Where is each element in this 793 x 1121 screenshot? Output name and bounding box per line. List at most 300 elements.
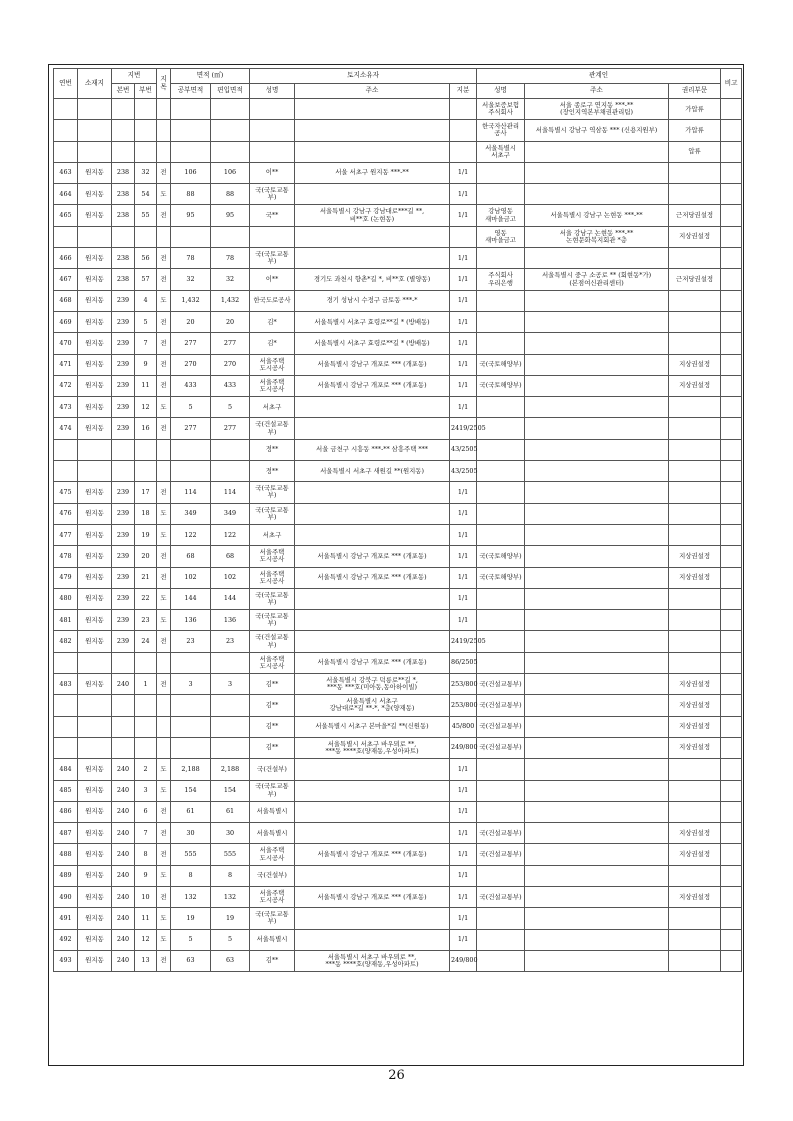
table-cell: 492 xyxy=(54,929,78,950)
table-cell xyxy=(295,226,450,247)
table-cell: 463 xyxy=(54,162,78,183)
table-cell xyxy=(171,99,211,120)
table-cell xyxy=(171,120,211,141)
table-cell: 근저당권설정 xyxy=(669,269,721,290)
table-row xyxy=(54,482,742,503)
table-cell xyxy=(525,588,669,609)
table-cell: 55 xyxy=(135,205,157,226)
table-cell: 원지동 xyxy=(78,546,112,567)
table-cell: 277 xyxy=(171,418,211,439)
table-cell: 95 xyxy=(171,205,211,226)
table-cell xyxy=(78,652,112,673)
table-cell: 가압류 xyxy=(669,120,721,141)
table-cell: 도 xyxy=(157,929,171,950)
table-cell: 132 xyxy=(171,886,211,907)
table-cell xyxy=(669,461,721,482)
table-row xyxy=(54,716,742,737)
table-cell xyxy=(669,524,721,545)
table-cell xyxy=(669,503,721,524)
table-cell: 국** xyxy=(250,205,295,226)
table-cell: 원지동 xyxy=(78,269,112,290)
table-cell xyxy=(721,290,742,311)
table-cell xyxy=(477,588,525,609)
table-cell xyxy=(721,950,742,971)
table-cell xyxy=(171,141,211,162)
table-cell xyxy=(295,120,450,141)
table-cell xyxy=(721,248,742,269)
table-cell: 239 xyxy=(112,418,135,439)
table-cell: 19 xyxy=(135,524,157,545)
table-cell xyxy=(525,950,669,971)
table-cell: 전 xyxy=(157,162,171,183)
table-cell: 239 xyxy=(112,610,135,631)
table-cell xyxy=(54,226,78,247)
table-cell: 1,432 xyxy=(171,290,211,311)
table-cell xyxy=(669,248,721,269)
table-cell: 서울특별시 서초구 효령로**길 * (방배동) xyxy=(295,333,450,354)
table-cell: 239 xyxy=(112,397,135,418)
table-cell: 122 xyxy=(171,524,211,545)
table-cell: 144 xyxy=(171,588,211,609)
table-cell: 491 xyxy=(54,908,78,929)
table-cell: 도 xyxy=(157,610,171,631)
table-cell: 김* xyxy=(250,311,295,332)
table-cell xyxy=(54,461,78,482)
table-cell: 도 xyxy=(157,503,171,524)
table-cell xyxy=(54,652,78,673)
table-cell xyxy=(477,290,525,311)
table-cell: 국(국토교통부) xyxy=(250,588,295,609)
table-cell xyxy=(477,397,525,418)
table-row xyxy=(54,865,742,886)
table-cell: 국(국토교통부) xyxy=(250,780,295,801)
table-cell xyxy=(477,801,525,822)
table-cell xyxy=(112,737,135,758)
table-cell xyxy=(54,716,78,737)
table-cell: 정** xyxy=(250,439,295,460)
table-cell: 도 xyxy=(157,908,171,929)
table-cell: 476 xyxy=(54,503,78,524)
table-cell: 106 xyxy=(211,162,250,183)
table-cell: 원지동 xyxy=(78,311,112,332)
table-cell xyxy=(477,908,525,929)
table-cell: 전 xyxy=(157,844,171,865)
table-cell xyxy=(250,226,295,247)
table-cell: 서울특별시 강남구 개포로 *** (개포동) xyxy=(295,567,450,588)
table-row xyxy=(54,674,742,695)
table-cell: 30 xyxy=(211,823,250,844)
table-cell: 서울특별시 서초구 본마을*길 **(신원동) xyxy=(295,716,450,737)
table-cell: 490 xyxy=(54,886,78,907)
table-cell: 136 xyxy=(211,610,250,631)
table-cell: 239 xyxy=(112,290,135,311)
table-cell xyxy=(450,141,477,162)
table-cell xyxy=(525,397,669,418)
table-cell: 1/1 xyxy=(450,610,477,631)
table-row xyxy=(54,290,742,311)
table-header xyxy=(54,69,742,99)
table-cell: 106 xyxy=(171,162,211,183)
header-remarks: 비고 xyxy=(721,69,742,99)
table-cell: 전 xyxy=(157,205,171,226)
table-cell xyxy=(112,461,135,482)
table-cell: 30 xyxy=(171,823,211,844)
table-cell xyxy=(211,652,250,673)
table-cell xyxy=(721,780,742,801)
header-seq: 연번 xyxy=(54,69,78,99)
table-cell xyxy=(135,99,157,120)
table-row xyxy=(54,375,742,396)
table-cell xyxy=(525,184,669,205)
table-cell: 477 xyxy=(54,524,78,545)
header-registered-area: 공부면적 xyxy=(171,84,211,99)
page-number: 26 xyxy=(388,1068,405,1083)
table-cell: 서초구 xyxy=(250,397,295,418)
table-cell xyxy=(669,631,721,652)
table-cell: 2,188 xyxy=(211,759,250,780)
table-row xyxy=(54,311,742,332)
table-cell xyxy=(157,716,171,737)
table-cell xyxy=(211,141,250,162)
table-cell: 지상권설정 xyxy=(669,737,721,758)
table-cell xyxy=(525,567,669,588)
table-row xyxy=(54,610,742,631)
table-cell xyxy=(112,120,135,141)
table-cell: 78 xyxy=(211,248,250,269)
table-cell: 239 xyxy=(112,524,135,545)
table-cell: 전 xyxy=(157,546,171,567)
table-cell: 1/1 xyxy=(450,801,477,822)
table-cell xyxy=(171,226,211,247)
table-cell: 서울주택 도시공사 xyxy=(250,354,295,375)
table-cell xyxy=(525,375,669,396)
table-cell xyxy=(721,674,742,695)
table-cell: 473 xyxy=(54,397,78,418)
table-cell xyxy=(135,695,157,716)
table-cell: 도 xyxy=(157,184,171,205)
table-cell: 1/1 xyxy=(450,397,477,418)
table-row xyxy=(54,908,742,929)
table-cell xyxy=(669,184,721,205)
table-cell: 서울특별시 xyxy=(250,823,295,844)
table-cell xyxy=(669,908,721,929)
table-cell xyxy=(721,311,742,332)
table-cell: 54 xyxy=(135,184,157,205)
table-cell xyxy=(450,99,477,120)
table-cell: 240 xyxy=(112,886,135,907)
table-cell: 국(국토교통부) xyxy=(250,248,295,269)
table-cell xyxy=(171,695,211,716)
table-cell xyxy=(669,950,721,971)
table-cell: 61 xyxy=(211,801,250,822)
table-cell: 국(건설부) xyxy=(250,865,295,886)
table-cell: 240 xyxy=(112,780,135,801)
table-cell xyxy=(54,439,78,460)
table-cell: 468 xyxy=(54,290,78,311)
table-cell: 19 xyxy=(211,908,250,929)
table-row xyxy=(54,248,742,269)
table-cell xyxy=(477,865,525,886)
table-cell xyxy=(669,610,721,631)
table-cell: 국(건설부) xyxy=(250,759,295,780)
table-cell xyxy=(721,823,742,844)
table-cell xyxy=(525,311,669,332)
table-cell: 22 xyxy=(135,588,157,609)
table-cell xyxy=(721,418,742,439)
table-cell xyxy=(721,397,742,418)
table-cell xyxy=(295,908,450,929)
table-cell: 1/1 xyxy=(450,184,477,205)
table-row xyxy=(54,737,742,758)
table-cell: 1 xyxy=(135,674,157,695)
table-cell xyxy=(295,524,450,545)
table-cell: 지상권설정 xyxy=(669,567,721,588)
table-cell: 국(건설교통부) xyxy=(250,631,295,652)
table-cell: 433 xyxy=(171,375,211,396)
table-cell: 원지동 xyxy=(78,780,112,801)
table-cell: 474 xyxy=(54,418,78,439)
table-cell xyxy=(295,929,450,950)
table-cell: 서울특별시 xyxy=(250,801,295,822)
table-cell xyxy=(669,588,721,609)
table-cell xyxy=(54,695,78,716)
table-cell: 238 xyxy=(112,269,135,290)
table-cell: 1/1 xyxy=(450,354,477,375)
table-cell: 지상권설정 xyxy=(669,546,721,567)
table-cell xyxy=(171,716,211,737)
table-cell: 원지동 xyxy=(78,950,112,971)
table-cell xyxy=(721,120,742,141)
table-cell: 원지동 xyxy=(78,205,112,226)
table-cell: 서울특별시 강남구 역삼동 *** (신용지원부) xyxy=(525,120,669,141)
table-cell: 도 xyxy=(157,397,171,418)
table-cell xyxy=(721,588,742,609)
table-cell: 8 xyxy=(211,865,250,886)
table-cell: 21 xyxy=(135,567,157,588)
table-cell: 479 xyxy=(54,567,78,588)
table-cell: 근저당권설정 xyxy=(669,205,721,226)
table-cell: 원지동 xyxy=(78,674,112,695)
table-cell: 8 xyxy=(135,844,157,865)
table-cell xyxy=(525,354,669,375)
table-cell xyxy=(525,482,669,503)
table-cell: 270 xyxy=(211,354,250,375)
table-cell: 경기도 과천시 향촌*길 *, 비**호 (별양동) xyxy=(295,269,450,290)
header-owner-address: 주소 xyxy=(295,84,450,99)
table-cell: 원지동 xyxy=(78,524,112,545)
land-register-table xyxy=(53,68,742,972)
table-cell: 488 xyxy=(54,844,78,865)
table-cell xyxy=(477,311,525,332)
table-row xyxy=(54,99,742,120)
table-cell xyxy=(669,162,721,183)
header-lot: 지번 xyxy=(112,69,157,84)
table-cell: 국(국토해양부) xyxy=(477,375,525,396)
table-cell: 43/2505 xyxy=(450,439,477,460)
header-land-category: 지목 xyxy=(157,69,171,99)
table-row xyxy=(54,354,742,375)
table-cell: 가압류 xyxy=(669,99,721,120)
table-cell: 전 xyxy=(157,801,171,822)
table-cell xyxy=(525,631,669,652)
header-owner-name: 성명 xyxy=(250,84,295,99)
table-cell xyxy=(295,588,450,609)
table-cell xyxy=(525,503,669,524)
table-cell: 469 xyxy=(54,311,78,332)
table-cell: 한국도로공사 xyxy=(250,290,295,311)
table-cell xyxy=(721,759,742,780)
table-cell xyxy=(669,290,721,311)
table-cell xyxy=(135,439,157,460)
table-cell: 253/800 xyxy=(450,674,477,695)
table-cell: 원지동 xyxy=(78,610,112,631)
table-cell: 349 xyxy=(211,503,250,524)
table-cell: 영동 새마을금고 xyxy=(477,226,525,247)
table-cell: 원지동 xyxy=(78,886,112,907)
table-cell: 김** xyxy=(250,737,295,758)
table-cell xyxy=(721,99,742,120)
table-cell: 13 xyxy=(135,950,157,971)
table-cell xyxy=(669,482,721,503)
table-cell: 154 xyxy=(211,780,250,801)
table-cell xyxy=(525,141,669,162)
header-related-party: 관계인 xyxy=(477,69,721,84)
table-cell: 서울 강남구 논현동 ***-** 논현문화복지회관 *층 xyxy=(525,226,669,247)
table-cell: 24 xyxy=(135,631,157,652)
table-cell: 7 xyxy=(135,823,157,844)
table-cell: 17 xyxy=(135,482,157,503)
table-cell xyxy=(721,162,742,183)
table-cell: 서울특별시 강남구 강남대로***길 **, 비**호 (논현동) xyxy=(295,205,450,226)
table-cell xyxy=(525,418,669,439)
table-cell: 전 xyxy=(157,674,171,695)
table-row xyxy=(54,226,742,247)
table-row xyxy=(54,588,742,609)
table-cell: 240 xyxy=(112,844,135,865)
table-cell xyxy=(721,610,742,631)
table-cell: 김* xyxy=(250,333,295,354)
table-cell: 원지동 xyxy=(78,482,112,503)
table-cell: 지상권설정 xyxy=(669,674,721,695)
table-cell xyxy=(477,248,525,269)
table-cell: 원지동 xyxy=(78,908,112,929)
table-row xyxy=(54,567,742,588)
table-cell: 240 xyxy=(112,908,135,929)
table-cell: 서울특별시 xyxy=(250,929,295,950)
table-cell: 23 xyxy=(211,631,250,652)
table-cell: 국(건설교통부) xyxy=(477,674,525,695)
table-cell: 253/800 xyxy=(450,695,477,716)
table-row xyxy=(54,120,742,141)
table-cell xyxy=(135,461,157,482)
table-cell: 555 xyxy=(211,844,250,865)
table-cell: 지상권설정 xyxy=(669,695,721,716)
table-cell: 144 xyxy=(211,588,250,609)
table-cell xyxy=(211,226,250,247)
table-cell: 원지동 xyxy=(78,354,112,375)
table-cell: 서울주택 도시공사 xyxy=(250,844,295,865)
table-cell: 서울 금천구 시흥동 ***-** 삼흥주택 *** xyxy=(295,439,450,460)
table-cell: 3 xyxy=(135,780,157,801)
table-cell: 32 xyxy=(135,162,157,183)
table-cell: 5 xyxy=(135,311,157,332)
table-cell xyxy=(135,737,157,758)
table-cell xyxy=(721,354,742,375)
table-cell: 국(건설교통부) xyxy=(477,695,525,716)
table-cell xyxy=(525,290,669,311)
table-body xyxy=(54,99,742,972)
header-area: 면적 (㎡) xyxy=(171,69,250,84)
table-cell xyxy=(450,226,477,247)
table-cell: 238 xyxy=(112,162,135,183)
table-row xyxy=(54,652,742,673)
table-cell xyxy=(721,865,742,886)
table-cell: 20 xyxy=(171,311,211,332)
table-cell xyxy=(525,780,669,801)
table-cell: 23 xyxy=(135,610,157,631)
table-cell xyxy=(525,844,669,865)
table-cell xyxy=(295,248,450,269)
table-cell: 277 xyxy=(211,418,250,439)
table-cell: 1/1 xyxy=(450,780,477,801)
table-cell xyxy=(157,226,171,247)
table-cell xyxy=(157,652,171,673)
table-cell xyxy=(669,418,721,439)
table-cell xyxy=(721,801,742,822)
table-cell: 95 xyxy=(211,205,250,226)
table-cell xyxy=(295,184,450,205)
table-cell: 국(국토교통부) xyxy=(250,184,295,205)
table-cell xyxy=(211,439,250,460)
table-cell xyxy=(78,439,112,460)
table-cell xyxy=(525,162,669,183)
table-cell: 20 xyxy=(211,311,250,332)
table-cell xyxy=(295,397,450,418)
table-cell xyxy=(477,162,525,183)
table-cell: 1/1 xyxy=(450,823,477,844)
table-cell xyxy=(477,503,525,524)
table-cell xyxy=(295,865,450,886)
table-cell: 2,188 xyxy=(171,759,211,780)
table-cell: 240 xyxy=(112,759,135,780)
table-row xyxy=(54,461,742,482)
table-cell xyxy=(295,482,450,503)
table-cell xyxy=(157,461,171,482)
table-cell: 2419/2505 xyxy=(450,631,477,652)
table-cell: 555 xyxy=(171,844,211,865)
table-cell: 466 xyxy=(54,248,78,269)
table-row xyxy=(54,418,742,439)
table-cell: 원지동 xyxy=(78,801,112,822)
table-cell: 240 xyxy=(112,674,135,695)
table-cell: 국(국토교통부) xyxy=(250,482,295,503)
table-cell: 12 xyxy=(135,397,157,418)
table-cell xyxy=(54,99,78,120)
table-cell xyxy=(721,141,742,162)
table-cell: 239 xyxy=(112,311,135,332)
table-row xyxy=(54,929,742,950)
table-cell: 475 xyxy=(54,482,78,503)
table-cell: 19 xyxy=(171,908,211,929)
table-cell: 1/1 xyxy=(450,865,477,886)
table-cell: 국(국토교통부) xyxy=(250,503,295,524)
table-cell: 전 xyxy=(157,375,171,396)
table-cell xyxy=(112,99,135,120)
table-cell xyxy=(157,737,171,758)
table-cell xyxy=(477,652,525,673)
table-cell: 32 xyxy=(171,269,211,290)
table-cell: 전 xyxy=(157,269,171,290)
